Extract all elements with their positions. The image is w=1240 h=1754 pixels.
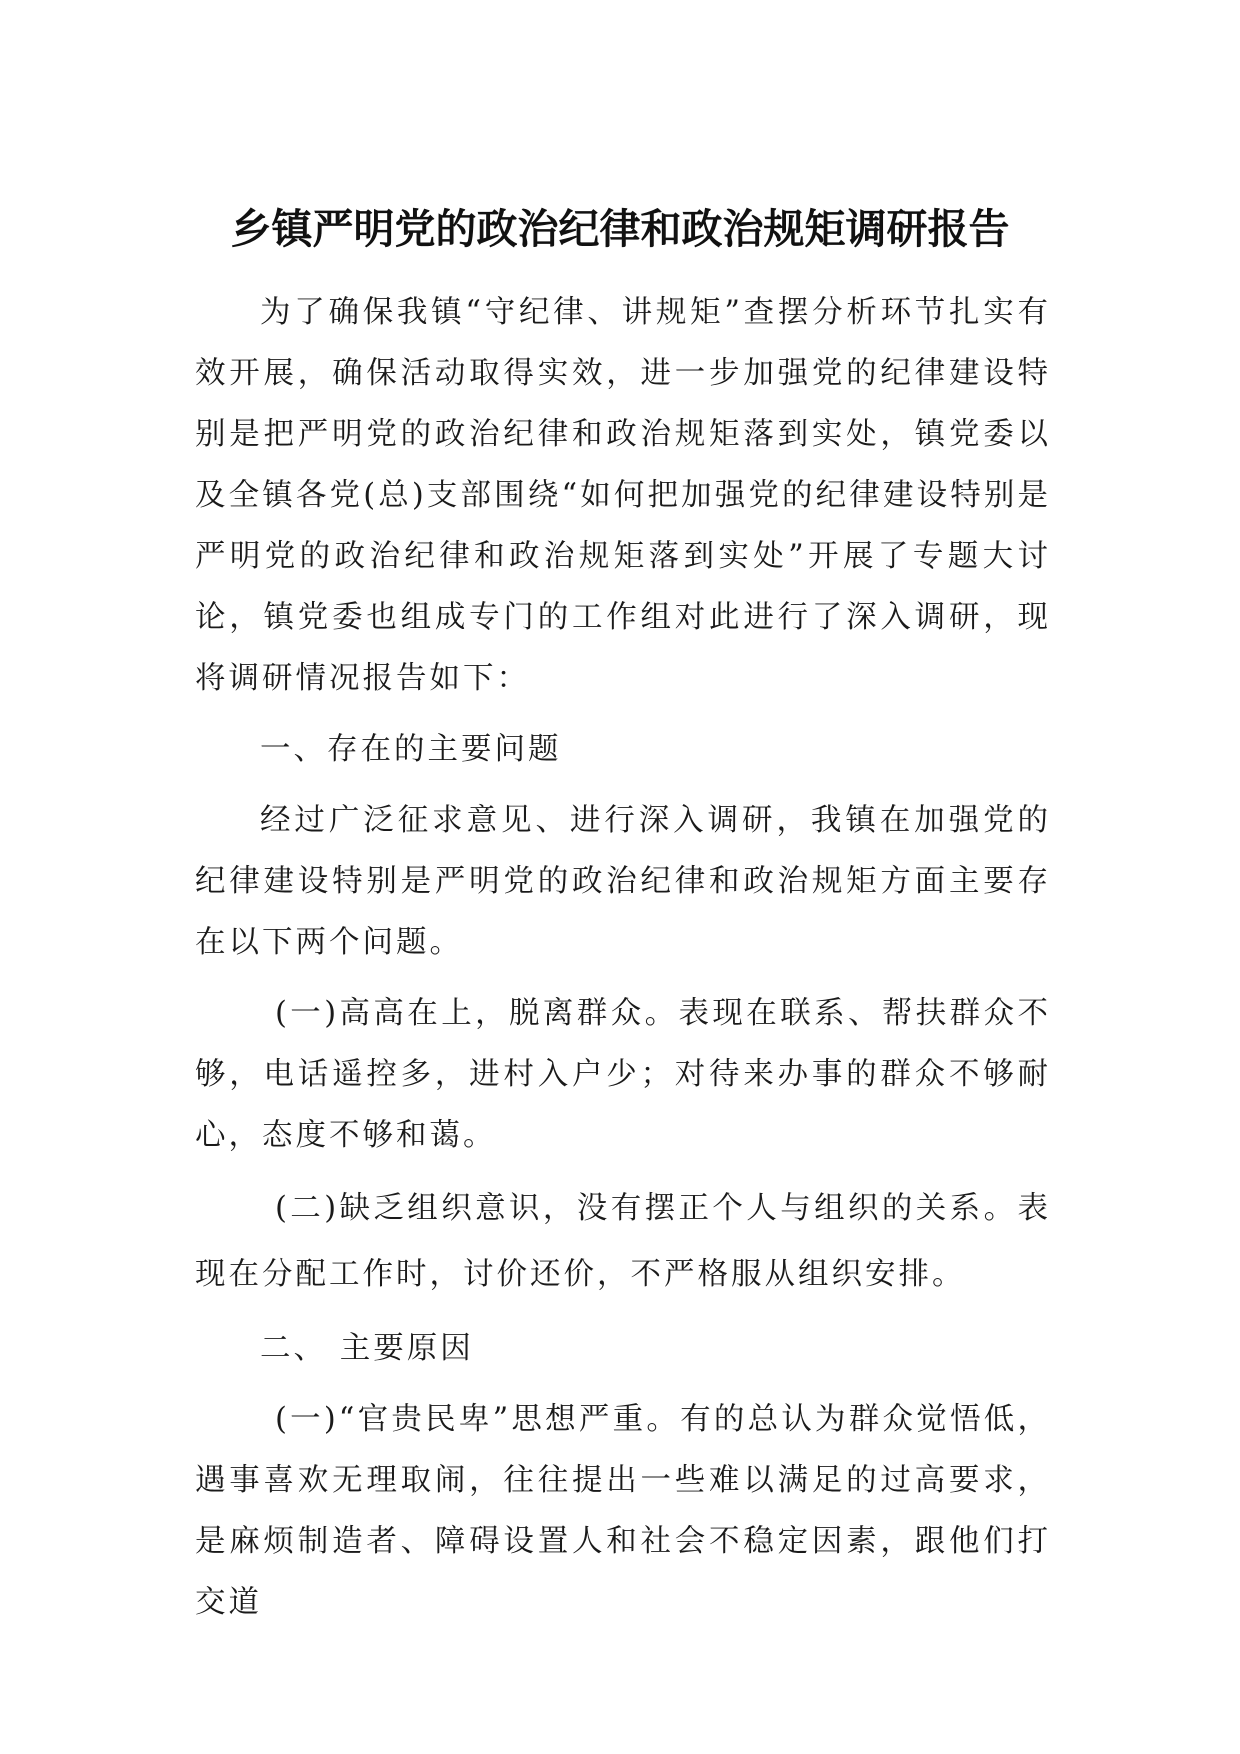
document-title: 乡镇严明党的政治纪律和政治规矩调研报告 [230, 205, 1010, 253]
problem-2-paragraph: (二)缺乏组织意识，没有摆正个人与组织的关系。表现在分配工作时，讨价还价，不严格服从组织安排。 [195, 1191, 1051, 1292]
cause-1-paragraph: (一)“官贵民卑”思想严重。有的总认为群众觉悟低，遇事喜欢无理取闹，往往提出一些难以满足的过高要求，是麻烦制造者、障碍设置人和社会不稳定因素，跟他们打交道 [195, 1402, 1051, 1620]
intro-paragraph: 为了确保我镇“守纪律、讲规矩”查摆分析环节扎实有效开展，确保活动取得实效，进一步加强党的纪律建设特别是把严明党的政治纪律和政治规矩落到实处，镇党委以及全镇各党(总)支部围绕“如何把加强党的纪律建设特别是严明党的政治纪律和政治规矩落到实处”开展了专题大讨论，镇党委也组成专门的工作组对此进行了深入调研，现将调研情况报告如下： [195, 295, 1051, 696]
problem-1-paragraph: (一)高高在上，脱离群众。表现在联系、帮扶群众不够，电话遥控多，进村入户少；对待来办事的群众不够耐心，态度不够和蔼。 [195, 996, 1051, 1153]
section-1-heading: 一、存在的主要问题 [260, 732, 562, 767]
section-2-heading: 二、 主要原因 [260, 1331, 474, 1366]
section-1-body: 经过广泛征求意见、进行深入调研，我镇在加强党的纪律建设特别是严明党的政治纪律和政治规矩方面主要存在以下两个问题。 [195, 803, 1051, 960]
document-body [195, 282, 1051, 1633]
